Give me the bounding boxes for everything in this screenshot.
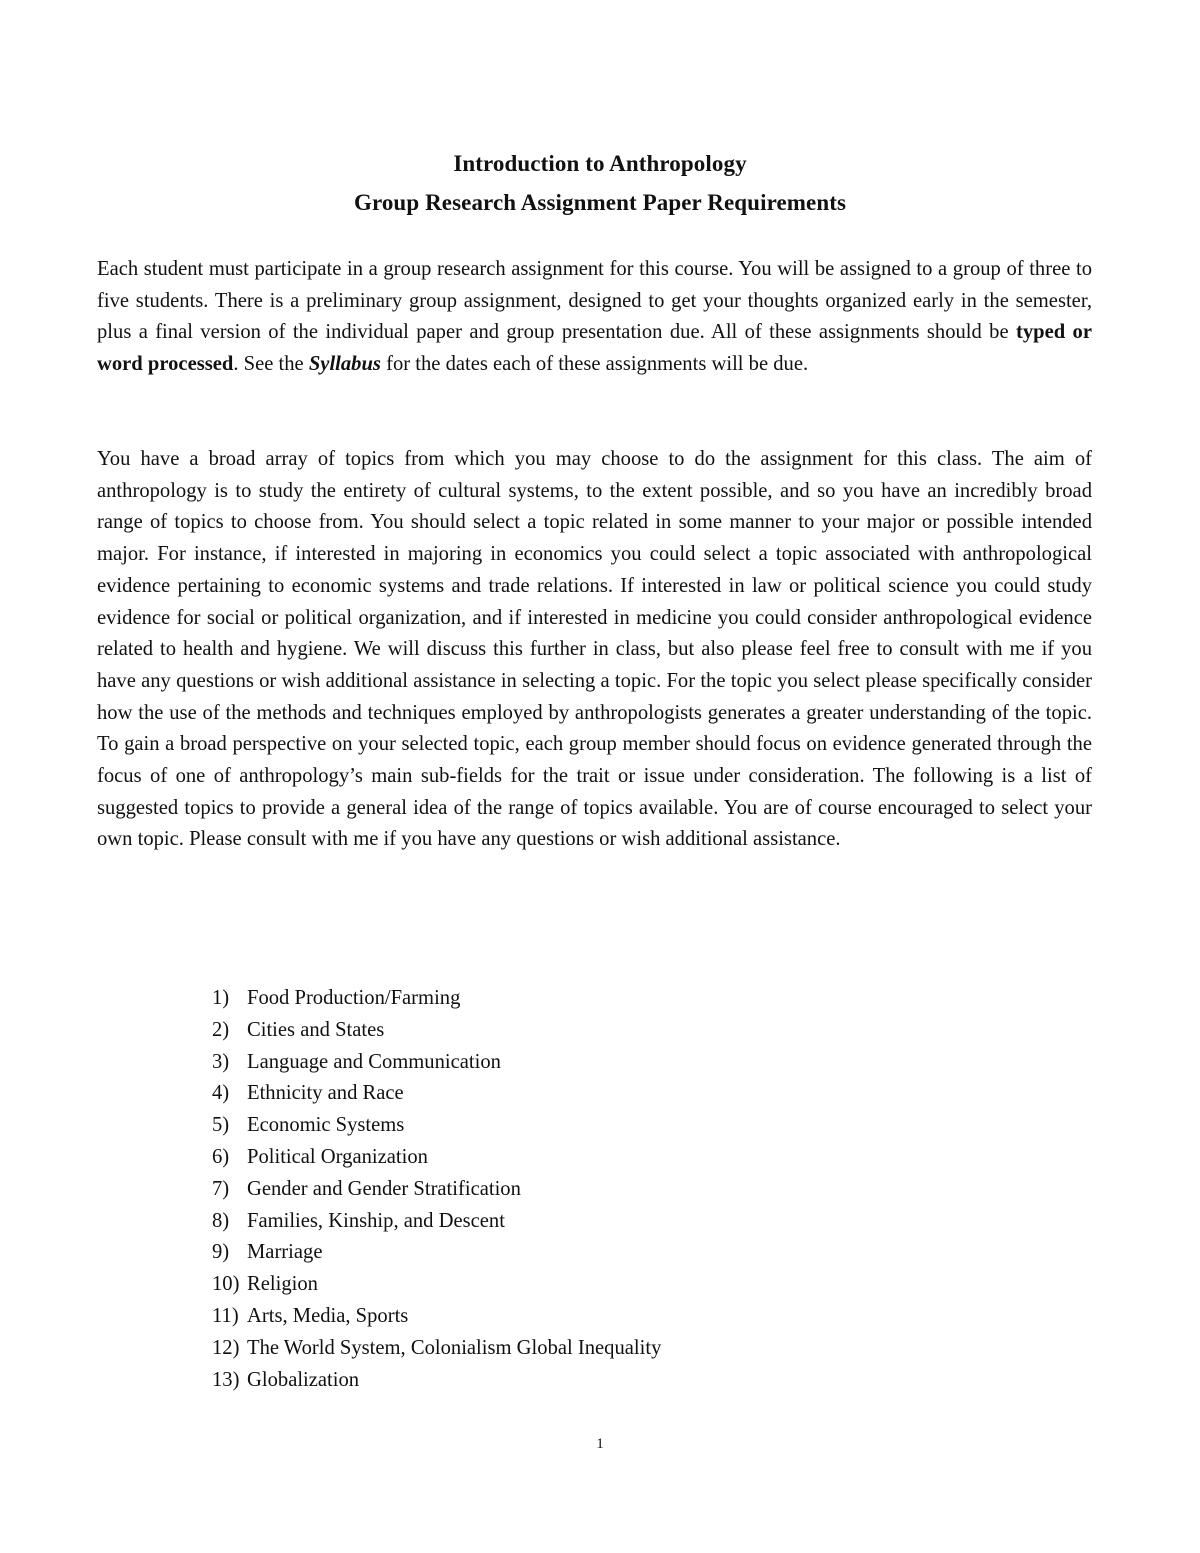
list-label: Language and Communication bbox=[247, 1050, 501, 1073]
list-number: 9) bbox=[212, 1241, 230, 1264]
topic-list bbox=[212, 983, 661, 1396]
title-block bbox=[0, 144, 1200, 222]
list-item bbox=[212, 1078, 661, 1110]
list-number: 11) bbox=[212, 1304, 239, 1327]
list-number: 4) bbox=[212, 1082, 230, 1105]
list-number: 7) bbox=[212, 1177, 230, 1200]
list-label: Globalization bbox=[247, 1368, 360, 1391]
list-item bbox=[212, 1015, 661, 1047]
list-number: 6) bbox=[212, 1145, 230, 1168]
list-label: Religion bbox=[247, 1273, 318, 1296]
list-label: Gender and Gender Stratification bbox=[247, 1177, 521, 1200]
list-label: Arts, Media, Sports bbox=[247, 1304, 409, 1327]
intro-paragraph bbox=[97, 254, 1092, 381]
list-item bbox=[212, 1142, 661, 1174]
list-item bbox=[212, 1301, 661, 1333]
list-number: 3) bbox=[212, 1050, 230, 1073]
list-number: 2) bbox=[212, 1018, 230, 1041]
intro-text-c: for the dates each of these assignments will be due. bbox=[380, 353, 809, 376]
intro-text-b: . See the bbox=[233, 353, 309, 376]
list-number: 10) bbox=[212, 1273, 240, 1296]
list-label: Economic Systems bbox=[247, 1114, 405, 1137]
list-number: 8) bbox=[212, 1209, 230, 1232]
list-item bbox=[212, 1174, 661, 1206]
page-number: 1 bbox=[596, 1436, 604, 1452]
list-number: 5) bbox=[212, 1114, 230, 1137]
list-label: Ethnicity and Race bbox=[247, 1082, 404, 1105]
list-item bbox=[212, 1269, 661, 1301]
document-subtitle: Group Research Assignment Paper Requirements bbox=[353, 190, 847, 215]
list-label: Food Production/Farming bbox=[247, 987, 461, 1009]
list-label: Political Organization bbox=[247, 1145, 428, 1168]
topics-paragraph: You have a broad array of topics from which you may choose to do the assignment for this class. The aim of anthropology is to study the entirety of cultural systems, to the extent possible, and so you have an incredibly broad range of topics to choose from. You should select a topic related in some manner to your major or possible intended major. For instance, if interested in majoring in economics you could select a topic associated with anthropological evidence pertaining to economic systems and trade relations. If interested in law or political science you could study evidence for social or political organization, and if interested in medicine you could consider anthropological evidence related to health and hygiene. We will discuss this further in class, but also please feel free to consult with me if you have any questions or wish additional assistance in selecting a topic. For the topic you select please specifically consider how the use of the methods and techniques employed by anthropologists generates a greater understanding of the topic. To gain a broad perspective on your selected topic, each group member should focus on evidence generated through the focus of one of anthropology’s main sub-fields for the trait or issue under consideration. The following is a list of suggested topics to provide a general idea of the range of topics available. You are of course encouraged to select your own topic. Please consult with me if you have any questions or wish additional assistance. bbox=[97, 448, 1092, 851]
list-label: Families, Kinship, and Descent bbox=[247, 1209, 505, 1232]
list-item bbox=[212, 1333, 661, 1365]
list-number: 12) bbox=[212, 1336, 240, 1359]
typed-requirement: typed or word processed bbox=[97, 321, 1092, 376]
list-label: Cities and States bbox=[247, 1018, 385, 1041]
list-item bbox=[212, 1237, 661, 1269]
list-label: The World System, Colonialism Global Inequality bbox=[247, 1336, 662, 1359]
document-title: Introduction to Anthropology bbox=[453, 151, 747, 176]
list-item bbox=[212, 1110, 661, 1142]
list-number: 1) bbox=[212, 987, 230, 1009]
list-item bbox=[212, 1047, 661, 1079]
list-item bbox=[212, 1206, 661, 1238]
list-number: 13) bbox=[212, 1368, 240, 1391]
list-label: Marriage bbox=[247, 1241, 323, 1264]
list-item bbox=[212, 1365, 661, 1397]
list-item bbox=[212, 983, 661, 1015]
intro-text-a: Each student must participate in a group research assignment for this course. You will be assigned to a group of three to five students. There is a preliminary group assignment, designed to get your thoughts organized early in the semester, plus a final version of the individual paper and group presentation due. All of these assignments should be bbox=[97, 258, 1092, 344]
syllabus-reference: Syllabus bbox=[308, 353, 381, 376]
